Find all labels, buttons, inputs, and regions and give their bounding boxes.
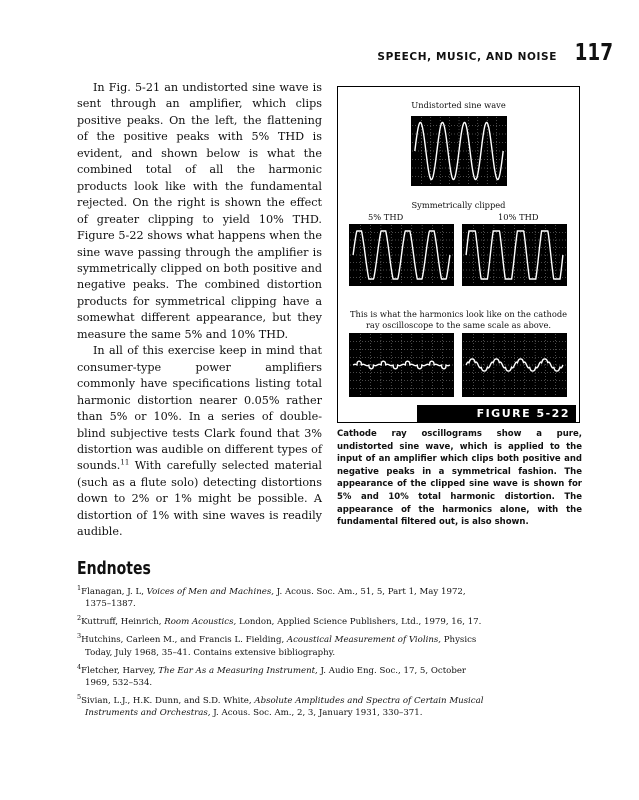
scope-harmonics-5 [349,333,454,397]
endnote-source: London, Applied Science Publishers, Ltd., 1979, 16, 17. [236,617,482,628]
endnote-number: 5 [77,692,82,701]
oscillogram-clipped-10 [463,225,566,285]
endnote [77,692,485,720]
endnote [77,586,485,611]
label-5-thd: 5% THD [368,212,404,222]
scope-undistorted [411,116,507,186]
figure-caption: Cathode ray oscillograms show a pure, undistorted sine wave, which is applied to the input of an amplifier which clips both positive and negative peaks in a symmetrical fashion. The appearance of the clipped sine wave is shown for 5% and 10% total harmonic distortion. The appearance of the harmonics alone, with the fundamental filtered out, is also shown. [337,429,582,528]
endnote-title: Acoustical Measurement of Violins, [286,635,442,646]
endnote-author: Hutchins, Carleen M., and Francis L. Fielding, [81,635,287,646]
oscillogram-undistorted [412,117,506,185]
oscillogram-harmonics-5 [350,334,453,396]
running-head [377,40,613,66]
page-number: 117 [574,40,613,66]
endnote [77,634,485,659]
endnote-author: Flanagan, J. L, [81,587,147,597]
scope-harmonics-10 [462,333,567,397]
endnote-number: 4 [77,662,82,671]
endnote-title: Room Acoustics, [164,617,237,628]
oscillogram-clipped-5 [350,225,453,285]
paragraph-2-text-cont: With carefully selected material (such as a flute solo) detecting distortions down to 2% or 1% might be possible. A distortion of 1% with sine waves is readily audible. [77,459,322,539]
endnote-title: Absolute Amplitudes and Spectra of Certain Musical Instruments and Orchestras, [85,695,484,719]
endnotes-heading: Endnotes [77,558,151,579]
figure-caption-symmetric: Symmetrically clipped [411,200,506,210]
endnote-title: The Ear As a Measuring Instrument, [158,665,318,676]
scope-clipped-5 [349,224,454,286]
figure-5-22 [337,86,580,423]
figure-caption-harmonics-1: This is what the harmonics look like on the cathode [349,309,568,319]
footnote-ref: 11 [120,458,130,467]
endnote-author: Sivian, L.J., H.K. Dunn, and S.D. White, [81,695,255,706]
endnote-source: Physics Today, July 1968, 35–41. Contains extensive bibliography. [85,635,477,658]
endnote-author: Fletcher, Harvey, [81,665,159,676]
figure-caption-undistorted: Undistorted sine wave [411,100,506,110]
endnote [77,662,485,690]
endnote-author: Kuttruff, Heinrich, [81,617,165,628]
figure-caption-harmonics-2: ray oscilloscope to the same scale as above. [365,320,552,330]
scope-clipped-10 [462,224,567,286]
figure-label [337,405,580,423]
paragraph-1: In Fig. 5-21 an undistorted sine wave is sent through an amplifier, which clips positive peaks. On the left, the flattening of the positive peaks with 5% THD is evident, and shown below is what the combined total of all the harmonic products look like with the fundamental rejected. On the right is shown the effect of greater clipping to yield 10% THD. Figure 5-22 shows what happens when the sine wave passing through the amplifier is symmetrically clipped on both positive and negative peaks. The combined distortion products for symmetrical clipping have a somewhat different appearance, but they measure the same 5% and 10% THD. [77,81,322,341]
endnote-source: J. Audio Eng. Soc., 17, 5, October 1969, 532–534. [85,665,467,688]
body-text [77,80,322,541]
paragraph-2 [77,343,322,540]
endnote [77,616,485,628]
label-10-thd: 10% THD [498,212,539,222]
endnote-source: J. Acous. Soc. Am., 51, 5, Part 1, May 1972, 1375–1387. [85,587,466,610]
endnote-title: Voices of Men and Machines, [146,587,274,597]
endnote-number: 2 [77,614,82,623]
endnote-source: J. Acous. Soc. Am., 2, 3, January 1931, 330–371. [210,708,423,719]
running-title: SPEECH, MUSIC, AND NOISE [377,51,557,63]
figure-tag: FIGURE 5-22 [417,405,576,422]
endnote-number: 1 [77,584,82,593]
endnotes-list [77,586,485,725]
endnote-number: 3 [77,632,82,641]
paragraph-2-text: In all of this exercise keep in mind that consumer-type power amplifiers commonly have specifications listing total harmonic distortion nearer 0.05% rather than 5% or 10%. In a series of double-blind subjective tests Clark found that 3% distortion was audible on different types of sounds. [77,344,322,473]
oscillogram-harmonics-10 [463,334,566,396]
